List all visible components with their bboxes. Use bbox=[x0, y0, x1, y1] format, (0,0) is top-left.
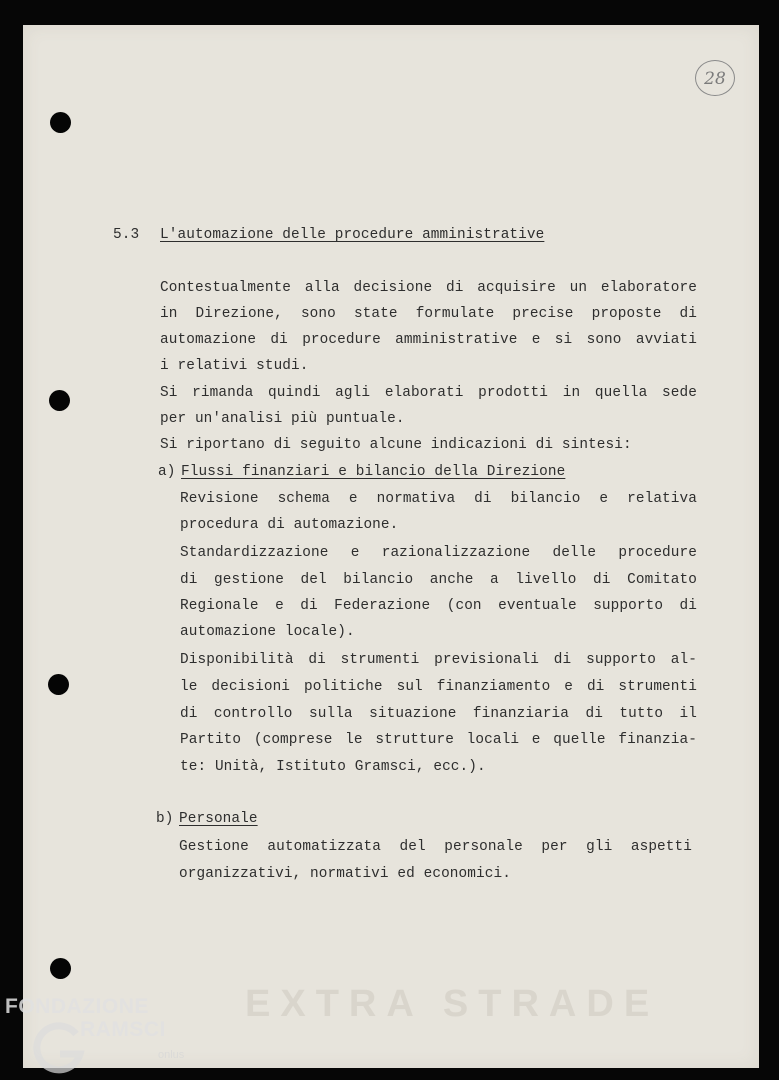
item-a-marker: a) bbox=[158, 464, 176, 480]
intro-line: in Direzione, sono state formulate precise proposte di bbox=[160, 306, 697, 322]
item-a-line: Standardizzazione e razionalizzazione delle procedure bbox=[180, 545, 697, 561]
section-number: 5.3 bbox=[113, 227, 140, 243]
punch-hole bbox=[50, 958, 71, 979]
item-b-line: organizzativi, normativi ed economici. bbox=[179, 866, 511, 882]
item-a-line: automazione locale). bbox=[180, 624, 355, 640]
item-a-line: procedura di automazione. bbox=[180, 517, 399, 533]
intro-line: Contestualmente alla decisione di acquisire un elaboratore bbox=[160, 280, 697, 296]
logo-text-fondazione: FONDAZIONE bbox=[5, 995, 149, 1018]
intro-line: per un'analisi più puntuale. bbox=[160, 411, 405, 427]
gramsci-logo-g-icon bbox=[30, 1020, 86, 1076]
item-a-line: Partito (comprese le strutture locali e quelle finanzia- bbox=[180, 732, 697, 748]
intro-line: automazione di procedure amministrative e si sono avviati bbox=[160, 332, 697, 348]
handwritten-page-number: 28 bbox=[695, 60, 735, 96]
item-b-marker: b) bbox=[156, 811, 174, 827]
punch-hole bbox=[48, 674, 69, 695]
intro-line: i relativi studi. bbox=[160, 358, 309, 374]
item-a-line: Revisione schema e normativa di bilancio e relativa bbox=[180, 491, 697, 507]
item-b-heading: Personale bbox=[179, 811, 258, 827]
intro-line: Si rimanda quindi agli elaborati prodotti in quella sede bbox=[160, 385, 697, 401]
item-a-line: Regionale e di Federazione (con eventuale supporto di bbox=[180, 598, 697, 614]
punch-hole bbox=[49, 390, 70, 411]
item-b-line: Gestione automatizzata del personale per gli aspetti bbox=[179, 839, 692, 855]
logo-text-gramsci: RAMSCI bbox=[80, 1018, 166, 1041]
item-a-line: Disponibilità di strumenti previsionali di supporto al- bbox=[180, 652, 697, 668]
item-a-heading: Flussi finanziari e bilancio della Direzione bbox=[181, 464, 566, 480]
item-a-line: te: Unità, Istituto Gramsci, ecc.). bbox=[180, 759, 486, 775]
intro-line: Si riportano di seguito alcune indicazioni di sintesi: bbox=[160, 437, 632, 453]
item-a-line: di gestione del bilancio anche a livello di Comitato bbox=[180, 572, 697, 588]
logo-text-onlus: onlus bbox=[158, 1049, 185, 1061]
item-a-line: di controllo sulla situazione finanziaria di tutto il bbox=[180, 706, 697, 722]
bleed-through-watermark: EXTRA STRADE bbox=[245, 983, 660, 1025]
section-title: L'automazione delle procedure amministrative bbox=[160, 227, 545, 243]
punch-hole bbox=[50, 112, 71, 133]
item-a-line: le decisioni politiche sul finanziamento e di strumenti bbox=[180, 679, 697, 695]
